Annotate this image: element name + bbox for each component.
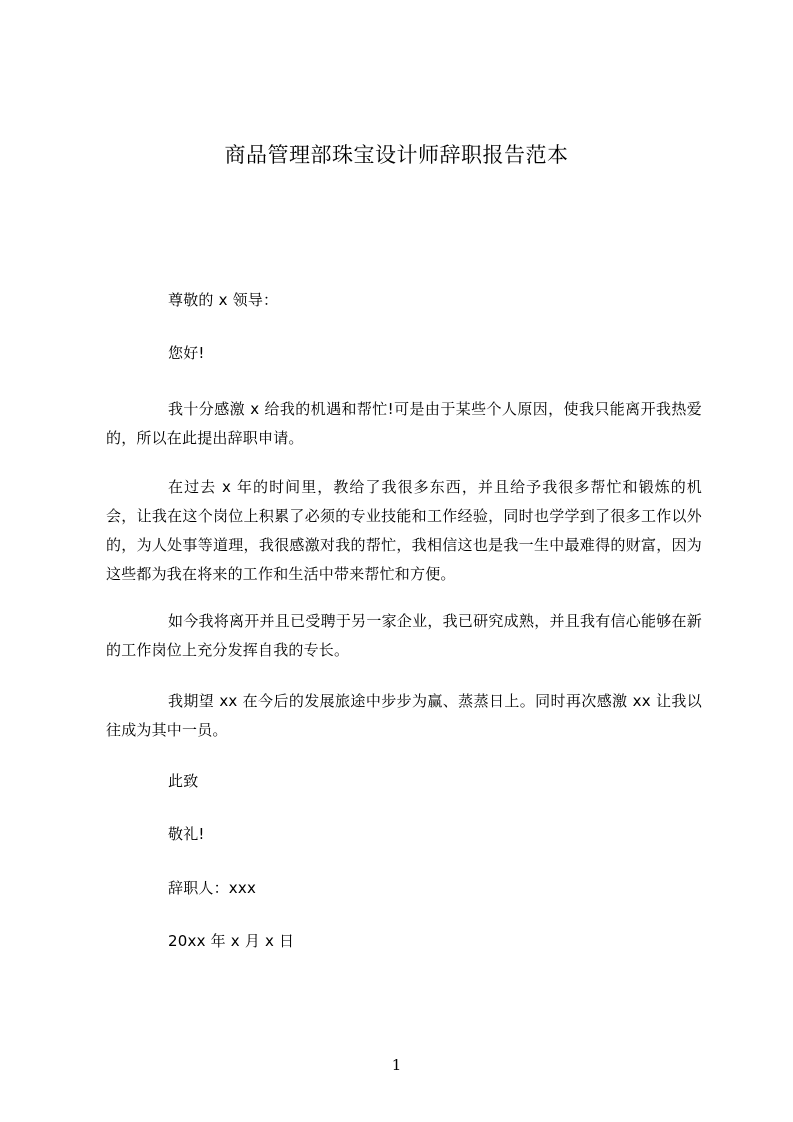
regards-phrase: 敬礼! [168, 825, 205, 843]
body-paragraph-4: 我期望 xx 在今后的发展旅途中步步为赢、蒸蒸日上。同时再次感激 xx 让我以往成为其中一员。 [106, 692, 702, 739]
date-line: 20xx 年 x 月 x 日 [168, 932, 295, 950]
body-paragraph-1: 我十分感激 x 给我的机遇和帮忙!可是由于某些个人原因，使我只能离开我热爱的，所以在此提出辞职申请。 [106, 400, 702, 447]
body-paragraph-3: 如今我将离开并且已受聘于另一家企业，我已研究成熟，并且我有信心能够在新的工作岗位上充分发挥自我的专长。 [106, 612, 702, 659]
salutation: 尊敬的 x 领导： [168, 291, 279, 309]
signer-line: 辞职人：xxx [168, 879, 257, 897]
document-title: 商品管理部珠宝设计师辞职报告范本 [224, 143, 569, 167]
greeting: 您好! [168, 344, 205, 362]
page-number: 1 [391, 1056, 402, 1074]
body-paragraph-2: 在过去 x 年的时间里，教给了我很多东西，并且给予我很多帮忙和锻炼的机会，让我在这个岗位上积累了必须的专业技能和工作经验，同时也学学到了很多工作以外的，为人处事等道理，我很感激对我的帮忙，我相信这也是我一生中最难得的财富，因为这些都为我在将来的工作和生活中带来帮忙和方便。 [106, 478, 702, 583]
closing-phrase: 此致 [168, 772, 199, 790]
